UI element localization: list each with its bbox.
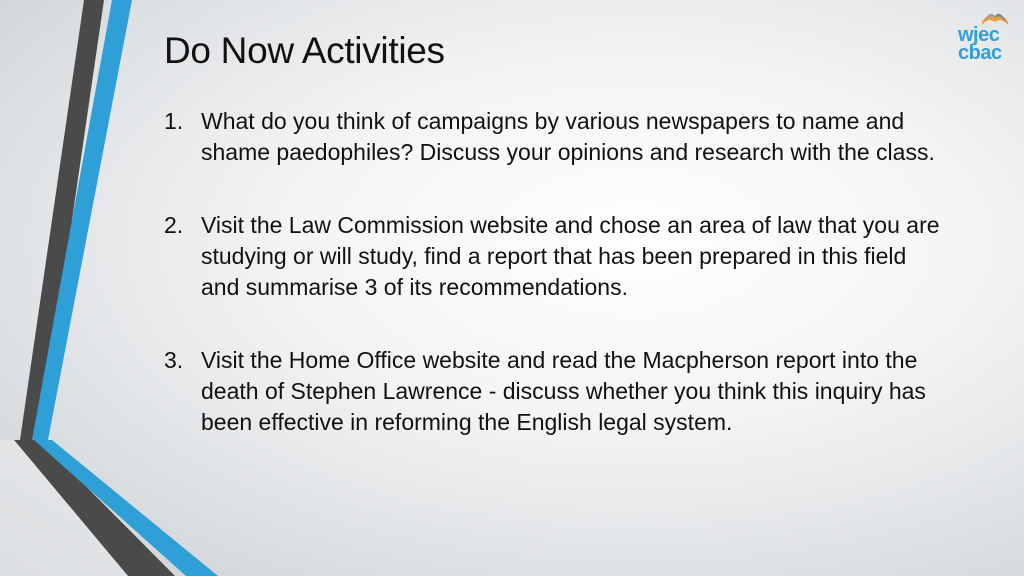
activity-number: 2. <box>164 212 184 238</box>
activity-text: Visit the Home Office website and read the Macpherson report into the death of Stephen Lawrence - discuss whether you think this inquiry has been effective in reforming the English legal system. <box>201 347 926 435</box>
logo-text-cbac: cbac <box>958 42 1002 64</box>
activity-item-1 <box>164 106 944 168</box>
activity-item-2 <box>164 210 944 303</box>
activity-number: 3. <box>164 347 184 373</box>
dark-stripe-upper <box>20 0 104 440</box>
logo-text-wjec: wjec <box>958 24 1000 46</box>
activity-text: What do you think of campaigns by various newspapers to name and shame paedophiles? Discuss your opinions and research with the class. <box>201 108 935 165</box>
activity-list <box>164 106 944 480</box>
activity-item-3 <box>164 345 944 438</box>
activity-number: 1. <box>164 108 184 134</box>
wjec-cbac-logo <box>950 8 1016 64</box>
slide-title: Do Now Activities <box>164 30 445 71</box>
activity-text: Visit the Law Commission website and chose an area of law that you are studying or will study, find a report that has been prepared in this field and summarise 3 of its recommendations. <box>201 212 940 300</box>
